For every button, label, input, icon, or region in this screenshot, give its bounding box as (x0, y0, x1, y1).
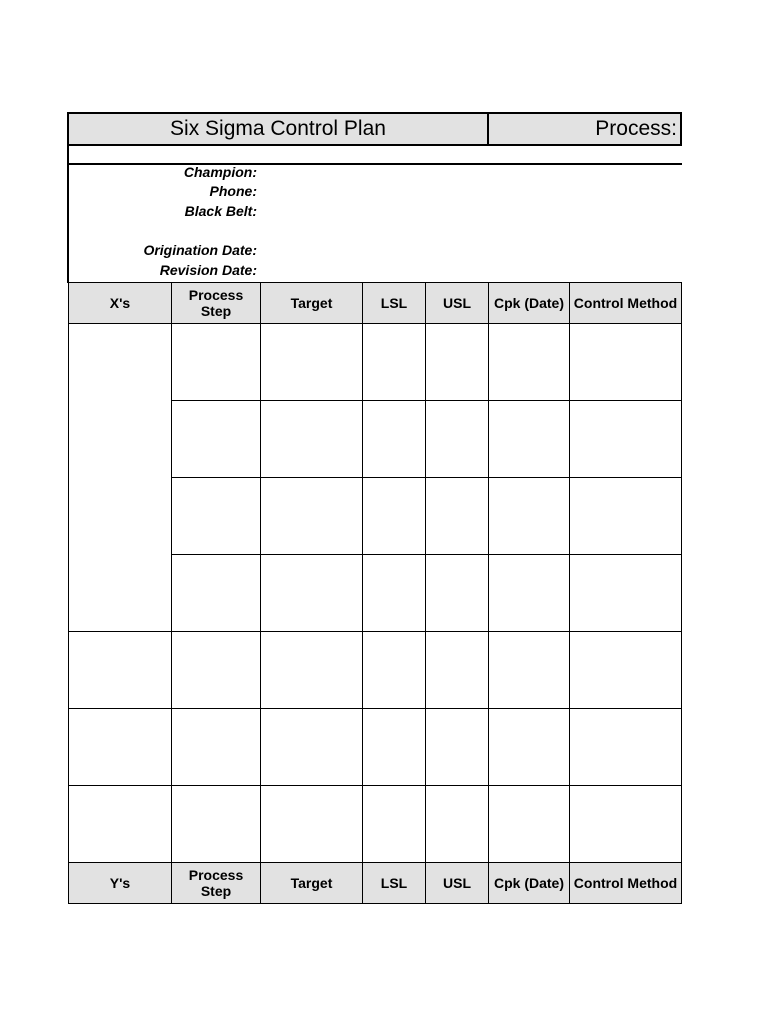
table-cell[interactable] (363, 478, 426, 555)
table-cell[interactable] (261, 478, 363, 555)
header-target: Target (261, 283, 363, 324)
header-process-step: Process Step (172, 283, 261, 324)
origination-date-label: Origination Date: (143, 242, 257, 258)
control-plan-table (68, 282, 682, 904)
table-cell[interactable] (570, 555, 682, 632)
table-cell[interactable] (426, 786, 489, 863)
table-cell[interactable] (363, 324, 426, 401)
x-merged-cell[interactable] (69, 324, 172, 632)
table-cell[interactable] (172, 324, 261, 401)
revision-date-label: Revision Date: (159, 262, 257, 278)
table-cell[interactable] (489, 555, 570, 632)
process-label: Process: (595, 117, 677, 140)
table-cell[interactable] (261, 709, 363, 786)
table-cell[interactable] (69, 709, 172, 786)
header-lsl: LSL (363, 863, 426, 904)
table-cell[interactable] (261, 632, 363, 709)
table-cell[interactable] (570, 786, 682, 863)
table-cell[interactable] (261, 324, 363, 401)
table-cell[interactable] (172, 555, 261, 632)
table-cell[interactable] (363, 786, 426, 863)
plan-title-box (67, 112, 489, 146)
table-cell[interactable] (69, 786, 172, 863)
header-cpk-date: Cpk (Date) (489, 863, 570, 904)
table-cell[interactable] (570, 632, 682, 709)
header-process-step: Process Step (172, 863, 261, 904)
process-title-box (487, 112, 682, 146)
table-cell[interactable] (426, 555, 489, 632)
table-cell[interactable] (261, 401, 363, 478)
header-xs: X's (69, 283, 172, 324)
table-cell[interactable] (489, 786, 570, 863)
table-cell[interactable] (426, 478, 489, 555)
champion-label: Champion: (183, 164, 257, 180)
table-row (69, 786, 682, 863)
table-cell[interactable] (363, 632, 426, 709)
plan-title: Six Sigma Control Plan (170, 117, 386, 140)
info-left-border (67, 146, 69, 283)
table-cell[interactable] (426, 632, 489, 709)
table-cell[interactable] (570, 709, 682, 786)
table-cell[interactable] (489, 632, 570, 709)
table-cell[interactable] (426, 401, 489, 478)
table-cell[interactable] (172, 401, 261, 478)
table-row (69, 709, 682, 786)
table-cell[interactable] (363, 555, 426, 632)
table-cell[interactable] (363, 401, 426, 478)
table-cell[interactable] (489, 709, 570, 786)
header-cpk-date: Cpk (Date) (489, 283, 570, 324)
table-cell[interactable] (570, 478, 682, 555)
x-header-row (69, 283, 682, 324)
header-lsl: LSL (363, 283, 426, 324)
table-cell[interactable] (172, 478, 261, 555)
table-cell[interactable] (570, 324, 682, 401)
y-header-row (69, 863, 682, 904)
header-ys: Y's (69, 863, 172, 904)
header-usl: USL (426, 283, 489, 324)
table-row (69, 324, 682, 401)
black-belt-label: Black Belt: (184, 203, 257, 219)
header-usl: USL (426, 863, 489, 904)
table-cell[interactable] (570, 401, 682, 478)
header-control-method: Control Method (570, 283, 682, 324)
table-cell[interactable] (489, 478, 570, 555)
table-row (69, 632, 682, 709)
table-cell[interactable] (426, 709, 489, 786)
header-target: Target (261, 863, 363, 904)
table-cell[interactable] (261, 555, 363, 632)
table-cell[interactable] (489, 401, 570, 478)
table-cell[interactable] (363, 709, 426, 786)
table-cell[interactable] (172, 786, 261, 863)
table-cell[interactable] (426, 324, 489, 401)
table-cell[interactable] (489, 324, 570, 401)
table-cell[interactable] (172, 632, 261, 709)
table-cell[interactable] (69, 632, 172, 709)
table-cell[interactable] (261, 786, 363, 863)
phone-label: Phone: (209, 183, 257, 199)
table-cell[interactable] (172, 709, 261, 786)
header-control-method: Control Method (570, 863, 682, 904)
